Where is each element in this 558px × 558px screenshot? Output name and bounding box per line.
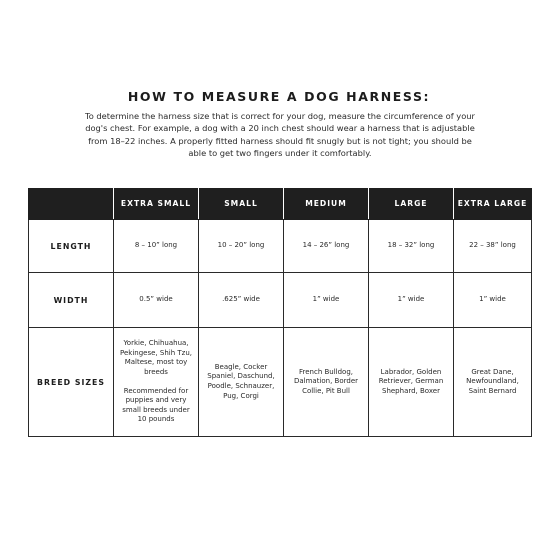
table-header-row: [29, 189, 532, 220]
row-label-breed-sizes: BREED SIZES: [29, 328, 114, 437]
header-small: SMALL: [199, 189, 284, 220]
breed-extra-large: Great Dane, Newfoundland, Saint Bernard: [454, 328, 532, 437]
length-extra-small: 8 – 10” long: [114, 220, 199, 273]
harness-size-table: [28, 188, 532, 437]
breed-small: Beagle, Cocker Spaniel, Daschund, Poodle, Schnauzer, Pug, Corgi: [199, 328, 284, 437]
table-row-length: [29, 220, 532, 273]
breed-extra-small-note: Recommended for puppies and very small breeds under 10 pounds: [122, 386, 190, 424]
width-small: .625” wide: [199, 273, 284, 328]
header-large: LARGE: [369, 189, 454, 220]
width-large: 1” wide: [369, 273, 454, 328]
page-title: HOW TO MEASURE A DOG HARNESS:: [127, 89, 431, 104]
header-extra-large: EXTRA LARGE: [454, 189, 532, 220]
breed-extra-small-list: Yorkie, Chihuahua, Pekingese, Shih Tzu, Maltese, most toy breeds: [120, 339, 192, 376]
width-extra-large: 1” wide: [454, 273, 532, 328]
header-medium: MEDIUM: [284, 189, 369, 220]
table-row-width: [29, 273, 532, 328]
table-row-breed-sizes: [29, 328, 532, 437]
intro-paragraph: To determine the harness size that is correct for your dog, measure the circumference of your dog's chest. For example, a dog with a 20 inch chest should wear a harness that is adjustable from 18–22 inches. A properly fitted harness should fit snugly but is not tight; you should be able to get two fingers under it comfortably.: [85, 111, 475, 159]
header-corner-cell: [29, 189, 114, 220]
length-large: 18 – 32” long: [369, 220, 454, 273]
row-label-length: LENGTH: [29, 220, 114, 273]
breed-medium: French Bulldog, Dalmation, Border Collie, Pit Bull: [284, 328, 369, 437]
row-label-width: WIDTH: [29, 273, 114, 328]
length-extra-large: 22 – 38” long: [454, 220, 532, 273]
header-extra-small: EXTRA SMALL: [114, 189, 199, 220]
breed-extra-small: [114, 328, 199, 437]
length-small: 10 – 20” long: [199, 220, 284, 273]
width-extra-small: 0.5” wide: [114, 273, 199, 328]
width-medium: 1” wide: [284, 273, 369, 328]
length-medium: 14 – 26” long: [284, 220, 369, 273]
breed-large: Labrador, Golden Retriever, German Shephard, Boxer: [369, 328, 454, 437]
